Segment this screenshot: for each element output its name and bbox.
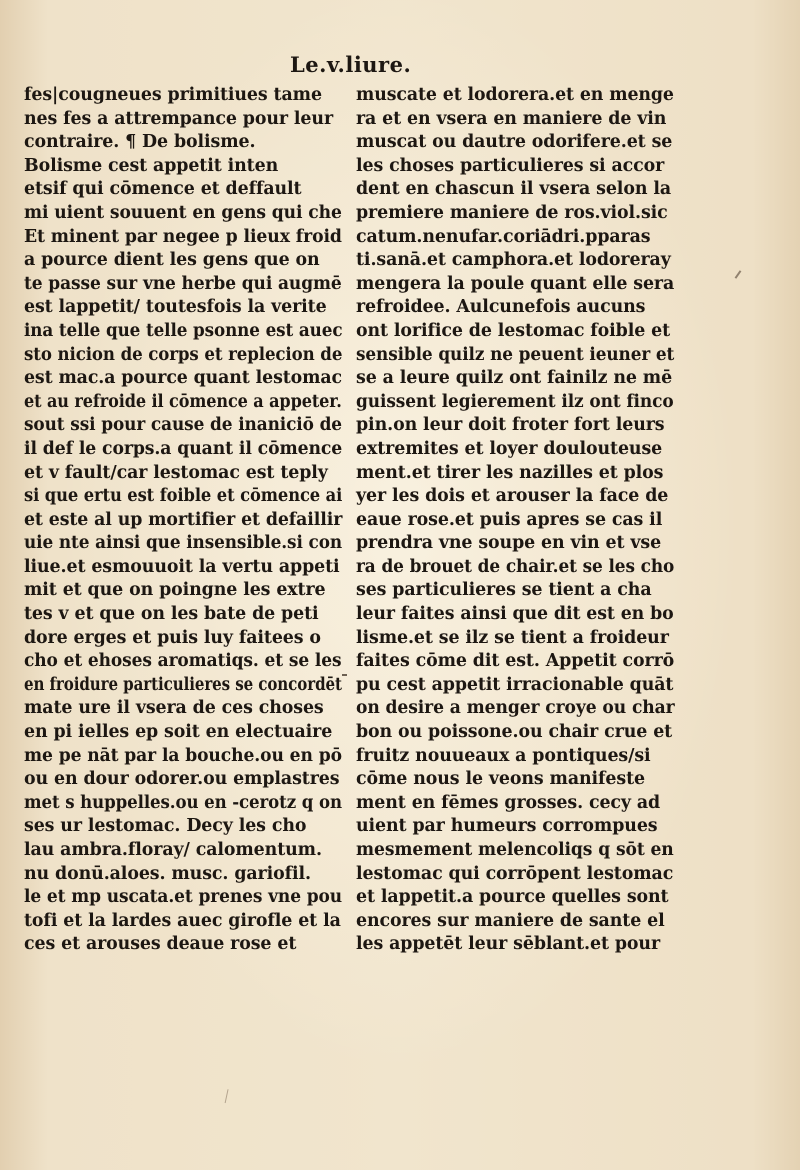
ink-mark <box>342 674 347 676</box>
text-line: muscate et lodorera.et en menge <box>356 85 674 105</box>
text-line: en froidure particulieres se concordēt <box>24 674 342 695</box>
text-line: ra de brouet de chair.et se les cho <box>356 556 675 577</box>
running-head: Le.v.liure. <box>290 52 412 77</box>
text-line: lestomac qui corrōpent lestomac <box>356 863 674 884</box>
text-line: premiere maniere de ros.viol.sic <box>356 202 668 223</box>
text-line: les appetēt leur sēblant.et pour <box>356 934 661 955</box>
text-line: liue.et esmouuoit la vertu appeti <box>24 556 340 577</box>
text-line: dent en chascun il vsera selon la <box>356 179 671 200</box>
text-line: ou en dour odorer.ou emplastres <box>24 769 340 790</box>
text-line: en pi ielles ep soit en electuaire <box>24 722 333 743</box>
text-line: est lappetit/ toutesfois la verite <box>24 297 327 318</box>
right-text-column <box>356 84 674 957</box>
left-text-column <box>24 84 342 957</box>
text-line: le et mp uscata.et prenes vne pou <box>24 887 343 908</box>
text-line: ment.et tirer les nazilles et plos <box>356 462 664 483</box>
text-line: on desire a menger croye ou char <box>356 698 675 719</box>
pen-mark <box>225 1089 237 1105</box>
text-line: extremites et loyer doulouteuse <box>356 438 663 459</box>
text-line: sensible quilz ne peuent ieuner et <box>356 344 675 365</box>
text-line: ment en fēmes grosses. cecy ad <box>356 792 661 813</box>
text-line: prendra vne soupe en vin et vse <box>356 533 662 554</box>
text-line: mi uient souuent en gens qui che <box>24 202 342 223</box>
text-line: met s huppelles.ou en -cerotz q on <box>24 792 342 813</box>
text-line: cōme nous le veons manifeste <box>356 769 645 790</box>
text-line: te passe sur vne herbe qui augmē <box>24 273 342 294</box>
text-line: mit et que on poingne les extre <box>24 580 326 601</box>
text-line: ont lorifice de lestomac foible et <box>356 320 671 341</box>
text-line: encores sur maniere de sante el <box>356 910 665 931</box>
text-line: sto nicion de corps et replecion de <box>24 344 343 365</box>
text-line: et au refroide il cōmence a appeter. <box>24 391 342 412</box>
text-line: ina telle que telle psonne est auec <box>24 320 343 341</box>
text-line: refroidee. Aulcunefois aucuns <box>356 297 646 318</box>
text-line: leur faites ainsi que dit est en bo <box>356 604 674 625</box>
text-line: se a leure quilz ont fainilz ne mē <box>356 368 673 389</box>
text-line: uie nte ainsi que insensible.si con <box>24 533 343 554</box>
text-line: contraire. ¶ De bolisme. <box>24 132 256 153</box>
text-line: sout ssi pour cause de inaniciō de <box>24 415 342 436</box>
text-line: et lappetit.a pource quelles sont <box>356 887 669 908</box>
text-line: muscat ou dautre odorifere.et se <box>356 132 673 153</box>
text-line: ti.sanā.et camphora.et lodoreray <box>356 250 671 271</box>
text-line: lau ambra.floray/ calomentum. <box>24 840 322 860</box>
text-line: ses ur lestomac. Decy les cho <box>24 816 307 837</box>
text-line: tes v et que on les bate de peti <box>24 604 319 625</box>
text-line: bon ou poissone.ou chair crue et <box>356 722 673 743</box>
text-line: a pource dient les gens que on <box>24 250 320 271</box>
text-line: dore erges et puis luy faitees o <box>24 627 321 648</box>
text-line: ces et arouses deaue rose et <box>24 934 297 955</box>
text-line: fes|cougneues primitiues tame <box>24 85 322 105</box>
text-line: eaue rose.et puis apres se cas il <box>356 509 663 530</box>
text-line: mate ure il vsera de ces choses <box>24 698 324 719</box>
text-line: cho et ehoses aromatiqs. et se les <box>24 651 342 672</box>
text-line: et v fault/car lestomac est teply <box>24 462 328 483</box>
text-line: nu donū.aloes. musc. gariofil. <box>24 863 311 884</box>
text-line: faites cōme dit est. Appetit corrō <box>356 651 675 672</box>
text-line: yer les dois et arouser la face de <box>356 486 669 507</box>
text-line: lisme.et se ilz se tient a froideur <box>356 627 669 648</box>
text-line: pu cest appetit irracionable quāt <box>356 674 674 695</box>
ink-mark <box>735 270 742 279</box>
text-line: il def le corps.a quant il cōmence <box>24 438 343 459</box>
text-line: et este al up mortifier et defaillir <box>24 509 343 530</box>
text-line: Et minent par negee p lieux froid <box>24 226 342 247</box>
text-line: tofi et la lardes auec girofle et la <box>24 910 341 931</box>
text-line: mengera la poule quant elle sera <box>356 273 675 294</box>
text-line: pin.on leur doit froter fort leurs <box>356 415 665 436</box>
text-line: Bolisme cest appetit inten <box>24 155 279 176</box>
text-line: si que ertu est foible et cōmence ai <box>24 486 343 507</box>
text-line: les choses particulieres si accor <box>356 155 665 176</box>
text-line: fruitz nouueaux a pontiques/si <box>356 745 651 766</box>
text-line: est mac.a pource quant lestomac <box>24 368 342 389</box>
text-line: ses particulieres se tient a cha <box>356 580 652 601</box>
text-line: mesmement melencoliqs q sōt en <box>356 840 674 860</box>
text-line: uient par humeurs corrompues <box>356 816 658 837</box>
text-line: etsif qui cōmence et deffault <box>24 179 302 200</box>
text-line: guissent legierement ilz ont finco <box>356 391 674 412</box>
text-line: me pe nāt par la bouche.ou en pō <box>24 745 342 766</box>
text-line: catum.nenufar.coriādri.pparas <box>356 226 651 247</box>
text-line: nes fes a attrempance pour leur <box>24 108 334 129</box>
text-line: ra et en vsera en maniere de vin <box>356 108 667 129</box>
